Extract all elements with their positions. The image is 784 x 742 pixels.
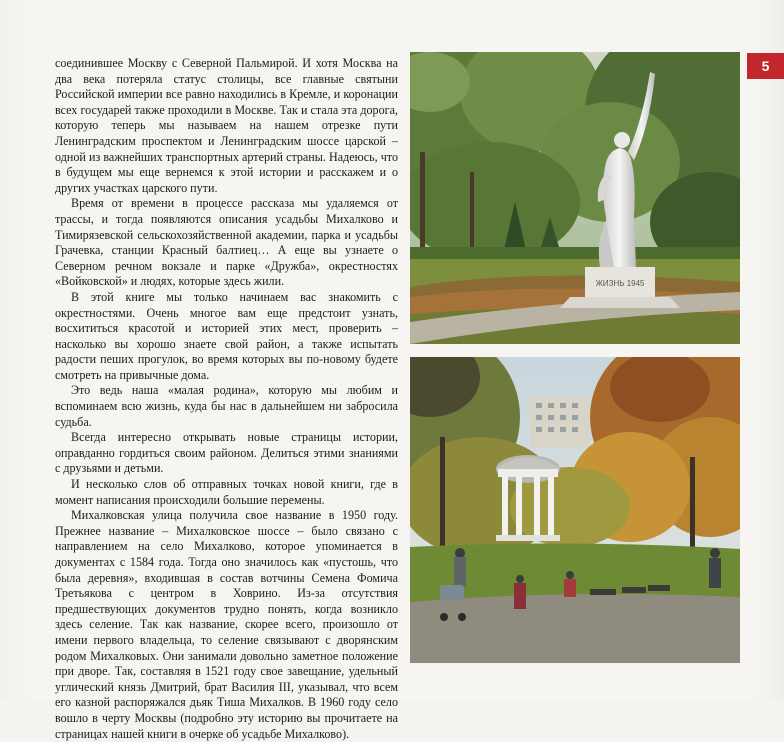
page-number: 5 — [761, 58, 770, 74]
photo-statue-park — [410, 52, 740, 344]
photo-rotunda-park — [410, 357, 740, 663]
paragraph: Всегда интересно открывать новые страницы истории, оправданно гордиться своим районом. Делиться этими знаниями с друзьями и детьми. — [55, 430, 398, 476]
paragraph: Михалковская улица получила свое название в 1950 году. Прежнее название – Михалковское шоссе – было связано с направлением на село Михалково, которое упоминается в документах с 1584 года. Тогда оно значилось как «пустошь, что была деревня», входившая в состав вотчины Семена Фомича Третьякова с центром в Ховрино. Из-за отсутствия предшествующих документов трудно понять, когда возникло здесь селение. Так как название, скорее всего, произошло от имени первого владельца, то селение связывают с дворянским родом Михалковых. Они занимали довольно заметное положение при дворе. Так, составляя в 1521 году свое завещание, удельный углический князь Дмитрий, брат Василия III, указывал, что всем его казной распоряжался дьяк Тиша Михалков. В 1960 году село вошло в черту Москвы (подробно эту историю вы прочитаете на страницах нашей книги в очерке об усадьбе Михалково). — [55, 508, 398, 741]
paragraph: Время от времени в процессе рассказа мы удаляемся от трассы, и тогда появляются описания усадьбы Михалково и Тимирязевской сельскохозяйственной академии, парка и усадьбы Грачевка, станции Красный балтиец… А еще вы узнаете о Северном речном вокзале и парке «Дружба», окрестностях «Войковской» и людях, которые здесь жили. — [55, 196, 398, 289]
paragraph: Это ведь наша «малая родина», которую мы любим и вспоминаем всю жизнь, куда бы нас в дальнейшем ни забросила судьба. — [55, 383, 398, 429]
rotunda-park-illustration — [410, 357, 740, 663]
paragraph: В этой книге мы только начинаем вас знакомить с окрестностями. Очень многое вам еще предстоит узнать, восхититься красотой и историей этих мест, проверить – насколько вы хорошо знаете свой район, а также испытать радости пеших прогулок, во время которых вы по-новому будете смотреть на привычные дома. — [55, 289, 398, 382]
body-text-column — [55, 56, 398, 742]
paragraph: соединившее Москву с Северной Пальмирой. И хотя Москва на два века потеряла статус столицы, все главные святыни Российской империи все равно находились в Кремле, и коронации всех государей также проходили в Москве. Так и стала эта дорога, которую теперь мы называем на нашем отрезке пути Ленинградским проспектом и Ленинградским шоссе царской – одной из важнейших транспортных артерий страны. Надеюсь, что в будущем мы еще вернемся к этой истории и расскажем и о других участках царского пути. — [55, 56, 398, 195]
paragraph: И несколько слов об отправных точках новой книги, где в момент написания происходили большие перемены. — [55, 477, 398, 507]
pedestal-inscription: ЖИЗНЬ 1945 — [595, 279, 645, 288]
page-number-badge — [747, 53, 784, 79]
statue-park-illustration — [410, 52, 740, 344]
